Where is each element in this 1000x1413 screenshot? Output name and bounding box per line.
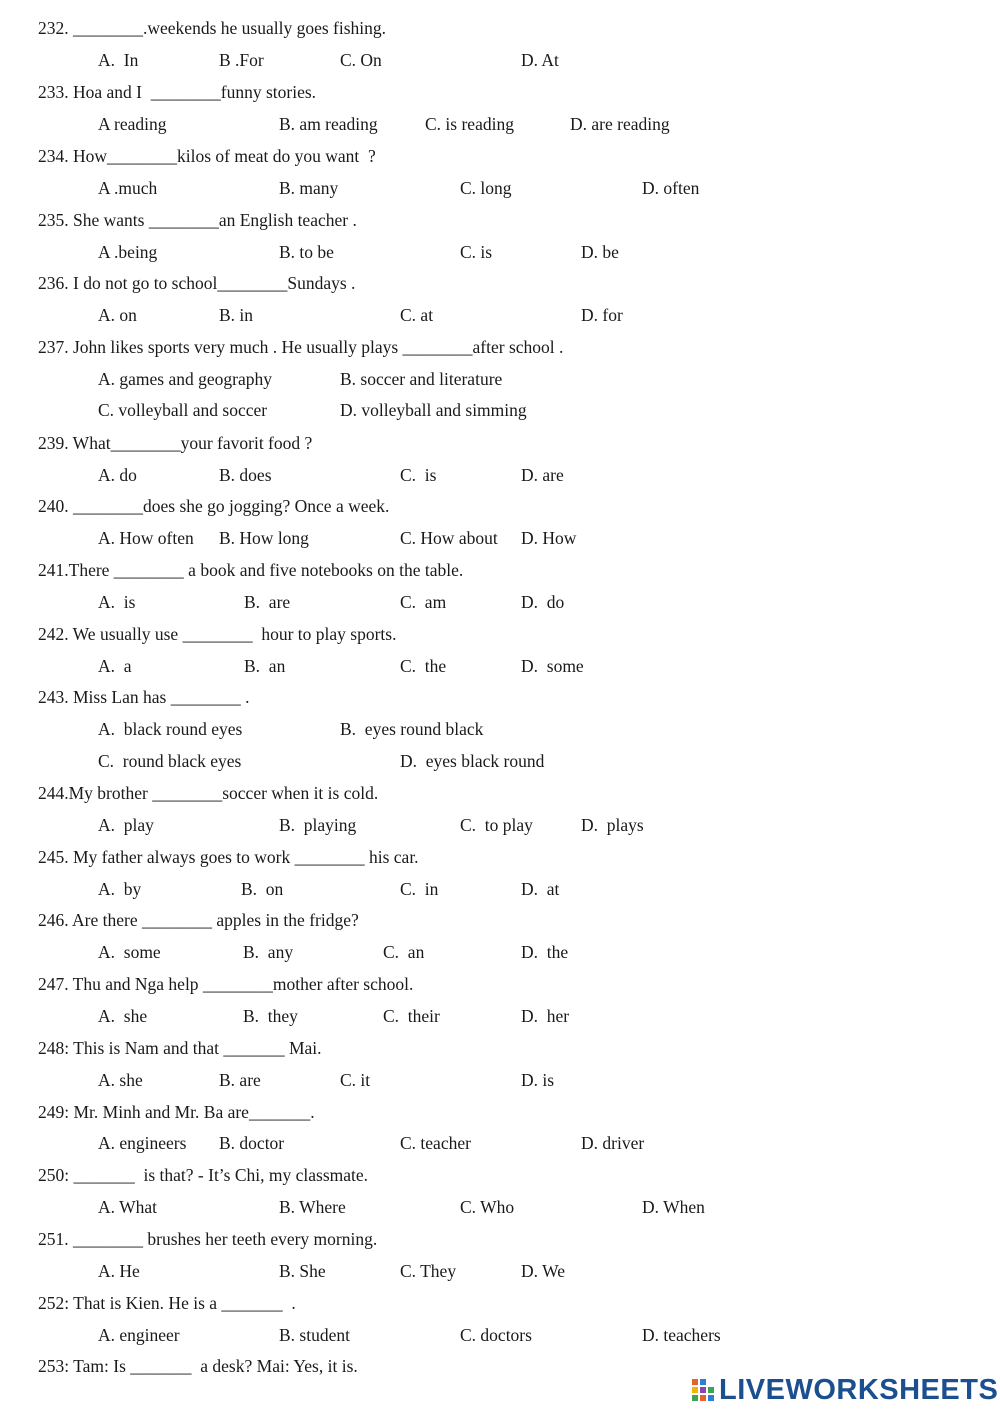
option-c: C. doctors [460,1325,532,1345]
option-c: C. to play [460,815,533,835]
question-text: 248: This is Nam and that _______ Mai. [38,1038,322,1058]
question-text: 246. Are there ________ apples in the fridge? [38,910,359,930]
liveworksheets-logo-icon [692,1377,716,1403]
option-d: D. do [521,592,565,612]
question-text: 233. Hoa and I ________funny stories. [38,82,317,102]
option-d: D. eyes black round [400,751,545,771]
option-c: C. long [460,178,512,198]
option-a: A. some [98,942,161,962]
option-b: B. student [279,1325,350,1345]
question-text: 247. Thu and Nga help ________mother after school. [38,974,414,994]
option-d: D. When [642,1197,705,1217]
liveworksheets-brand: LIVEWORKSHEETS [719,1374,999,1406]
question-text: 251. ________ brushes her teeth every morning. [38,1229,378,1249]
option-b: B. to be [279,242,334,262]
option-a: A. she [98,1006,148,1026]
option-d: D. for [581,305,623,325]
option-a: A .much [98,178,158,198]
option-d: D. the [521,942,569,962]
option-b: B. any [243,942,294,962]
option-a: A. He [98,1261,140,1281]
question-text: 249: Mr. Minh and Mr. Ba are_______. [38,1102,315,1122]
option-a: A. games and geography [98,369,272,389]
option-a: A. play [98,815,154,835]
option-a: A. black round eyes [98,719,243,739]
option-c: C. On [340,50,382,70]
option-b: B. they [243,1006,298,1026]
option-d: D. At [521,50,559,70]
option-c: C. the [400,656,447,676]
question-text: 253: Tam: Is _______ a desk? Mai: Yes, it is. [38,1356,358,1376]
option-a: A. In [98,50,139,70]
option-b: B. does [219,465,272,485]
option-c: C. teacher [400,1133,471,1153]
option-b: B. doctor [219,1133,285,1153]
option-a: A. on [98,305,137,325]
option-d: D. volleyball and simming [340,400,527,420]
liveworksheets-logo [692,1374,998,1406]
option-c: C. Who [460,1197,515,1217]
option-b: B. on [241,879,284,899]
question-text: 237. John likes sports very much . He usually plays ________after school . [38,337,564,357]
question-text: 240. ________does she go jogging? Once a week. [38,496,390,516]
option-a: A. How often [98,528,194,548]
option-c: C. in [400,879,439,899]
option-d: D. are [521,465,564,485]
question-text: 252: That is Kien. He is a _______ . [38,1293,296,1313]
option-b: B. How long [219,528,309,548]
option-b: B. many [279,178,339,198]
option-d: D. her [521,1006,570,1026]
option-b: B. soccer and literature [340,369,503,389]
question-text: 242. We usually use ________ hour to play sports. [38,624,397,644]
option-c: C. is [400,465,437,485]
question-text: 239. What________your favorit food ? [38,433,313,453]
option-d: D. plays [581,815,644,835]
option-a: A .being [98,242,158,262]
option-d: D. be [581,242,619,262]
option-a: A. do [98,465,137,485]
question-text: 241.There ________ a book and five notebooks on the table. [38,560,464,580]
option-a: A. she [98,1070,143,1090]
option-c: C. is reading [425,114,514,134]
option-d: D. often [642,178,700,198]
option-b: B. in [219,305,254,325]
option-c: C. am [400,592,447,612]
option-c: C. their [383,1006,440,1026]
option-a: A reading [98,114,167,134]
option-c: C. at [400,305,434,325]
question-text: 244.My brother ________soccer when it is cold. [38,783,379,803]
option-c: C. How about [400,528,498,548]
option-c: C. volleyball and soccer [98,400,268,420]
option-d: D. at [521,879,560,899]
option-d: D. is [521,1070,555,1090]
question-text: 234. How________kilos of meat do you want ? [38,146,376,166]
option-b: B. are [244,592,291,612]
option-a: A. engineers [98,1133,187,1153]
option-c: C. it [340,1070,371,1090]
question-text: 236. I do not go to school________Sundays . [38,273,356,293]
option-c: C. is [460,242,493,262]
option-b: B. She [279,1261,326,1281]
question-text: 250: _______ is that? - It’s Chi, my classmate. [38,1165,369,1185]
option-b: B. am reading [279,114,378,134]
option-d: D. are reading [570,114,670,134]
question-text: 243. Miss Lan has ________ . [38,687,250,707]
question-text: 235. She wants ________an English teacher . [38,210,357,230]
option-c: C. They [400,1261,457,1281]
option-d: D. How [521,528,577,548]
option-c: C. an [383,942,425,962]
option-d: D. driver [581,1133,645,1153]
option-b: B. Where [279,1197,346,1217]
question-text: 232. ________.weekends he usually goes fishing. [38,18,387,38]
option-d: D. teachers [642,1325,721,1345]
option-a: A. What [98,1197,157,1217]
option-a: A. engineer [98,1325,180,1345]
option-b: B .For [219,50,264,70]
option-a: A. by [98,879,142,899]
option-b: B. are [219,1070,261,1090]
option-b: B. eyes round black [340,719,484,739]
option-d: D. We [521,1261,565,1281]
option-b: B. playing [279,815,357,835]
option-c: C. round black eyes [98,751,242,771]
question-text: 245. My father always goes to work ________ his car. [38,847,419,867]
option-a: A. is [98,592,136,612]
option-b: B. an [244,656,286,676]
option-d: D. some [521,656,584,676]
option-a: A. a [98,656,132,676]
